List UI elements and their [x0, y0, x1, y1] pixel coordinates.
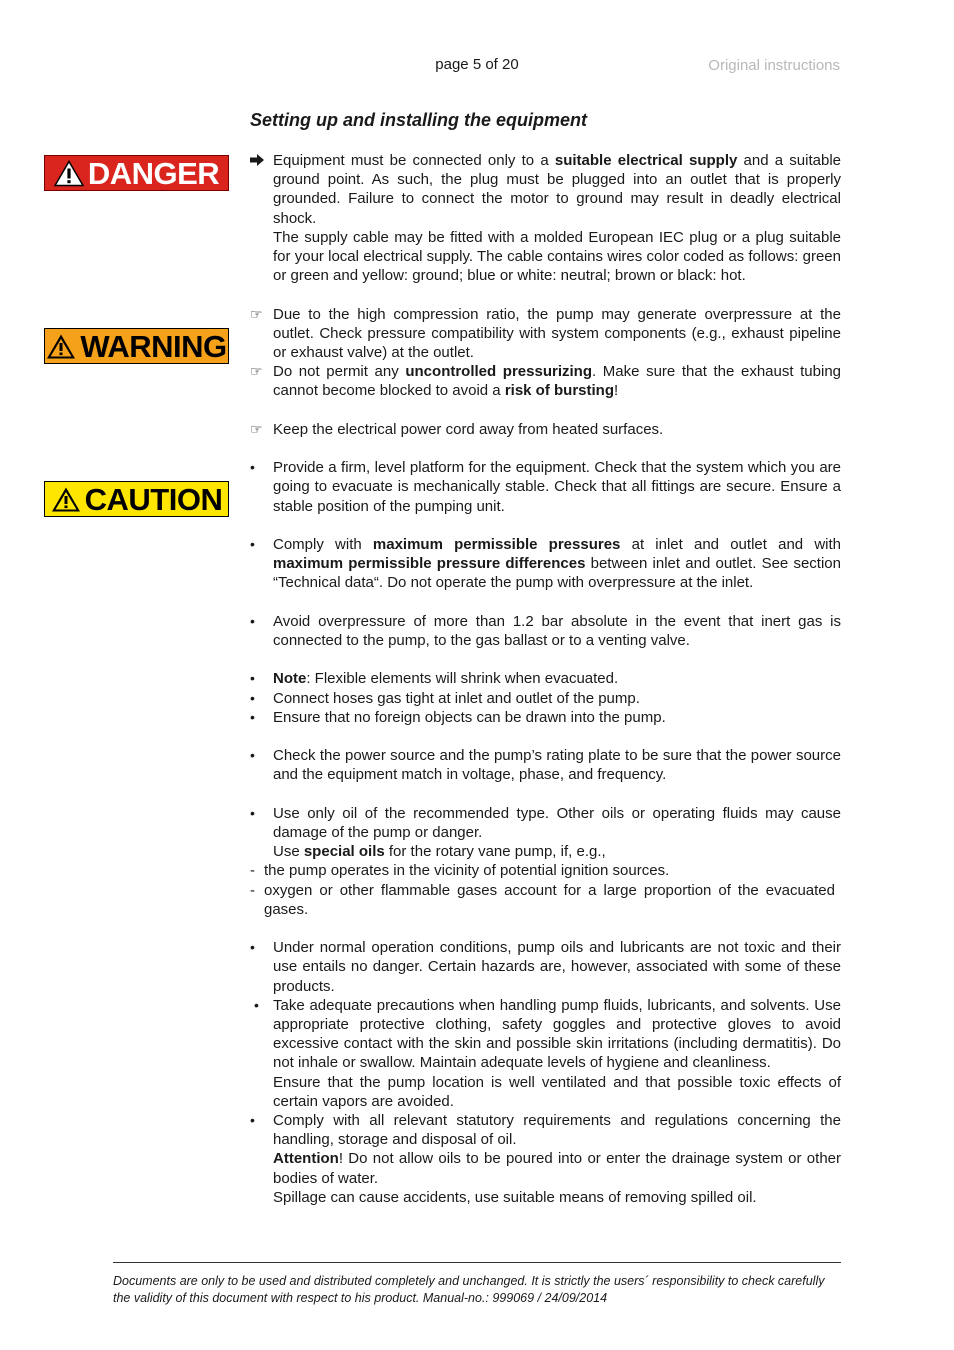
caution-item: • Check the power source and the pump’s rating plate to be sure that the power source and the equipment match in voltage, phase, and frequency. — [250, 747, 841, 784]
danger-sign — [44, 155, 229, 191]
pointing-hand-icon: ☞ — [250, 363, 263, 380]
right-arrow-icon — [250, 151, 270, 171]
bullet-icon: • — [250, 612, 255, 629]
caution-item: • Comply with maximum permissible pressures at inlet and outlet and with maximum permissible pressure differences between inlet and outlet. See section “Technical data“. Do not operate the pump with overpressure at the inlet. — [250, 536, 841, 592]
warning-item: ☞ Due to the high compression ratio, the pump may generate overpressure at the outlet. Check pressure compatibility with system components (e.g., exhaust pipeline or exhaust valve) at the outlet. — [250, 305, 841, 362]
bullet-icon: • — [250, 708, 255, 725]
danger-label: DANGER — [87, 155, 220, 191]
bullet-icon: • — [250, 939, 255, 956]
warning-label: WARNING — [80, 328, 227, 364]
caution-item: • Avoid overpressure of more than 1.2 bar absolute in the event that inert gas is connected to the pump, to the gas ballast or to a venting valve. — [250, 612, 841, 649]
caution-item: • Note: Flexible elements will shrink when evacuated. — [250, 670, 619, 688]
caution-item: • Under normal operation conditions, pump oils and lubricants are not toxic and their use entails no danger. Certain hazards are, however, associated with some of these products. — [250, 939, 841, 995]
caution-item: • Connect hoses gas tight at inlet and outlet of the pump. — [250, 689, 640, 707]
section-title: Setting up and installing the equipment — [250, 110, 587, 130]
pointing-hand-icon: ☞ — [250, 420, 263, 437]
warning-item: ☞ Keep the electrical power cord away from heated surfaces. — [250, 420, 664, 438]
dash-icon: - — [250, 862, 255, 880]
sub-item: - the pump operates in the vicinity of potential ignition sources. — [250, 862, 670, 880]
footer-disclaimer: Documents are only to be used and distributed completely and unchanged. It is strictly the users´ responsibility to check carefully the validity of this document with respect to his product. Manual-no.: 999069 / 24/09/2014 — [113, 1274, 825, 1305]
original-instructions-label: Original instructions — [708, 57, 840, 74]
caution-item: • Use only oil of the recommended type. Other oils or operating fluids may cause damage of the pump or danger. Use special oils for the rotary vane pump, if, e.g., — [250, 804, 841, 861]
bullet-icon: • — [250, 459, 255, 476]
pointing-hand-icon: ☞ — [250, 305, 263, 322]
exclamation-triangle-icon — [46, 333, 76, 360]
caution-sign — [44, 481, 229, 517]
bullet-icon: • — [250, 689, 255, 706]
page-number: page 5 of 20 — [435, 56, 519, 73]
bullet-icon: • — [250, 670, 255, 687]
caution-label: CAUTION — [84, 481, 223, 517]
caution-item: • Ensure that no foreign objects can be drawn into the pump. — [250, 708, 666, 726]
danger-paragraph-1: Equipment must be connected only to a suitable electrical supply and a suitable ground point. As such, the plug must be plugged into an outlet that is properly grounded. Failure to connect the motor to ground may result in deadly electrical shock. — [273, 152, 842, 227]
caution-item: • Comply with all relevant statutory requirements and regulations concerning the handling, storage and disposal of oil. Attention! Do not allow oils to be poured into or enter the drainage system or other bodies of water. Spillage can cause accidents, use suitable means of removing spilled oil. — [250, 1112, 841, 1206]
warning-sign — [44, 328, 229, 364]
sub-item: - oxygen or other flammable gases account for a large proportion of the evacuated gases. — [250, 881, 835, 918]
exclamation-triangle-icon — [54, 160, 84, 187]
warning-item: ☞ Do not permit any uncontrolled pressurizing. Make sure that the exhaust tubing cannot become blocked to avoid a risk of bursting! — [250, 363, 842, 400]
bullet-icon: • — [250, 536, 255, 552]
caution-item: • Take adequate precautions when handling pump fluids, lubricants, and solvents. Use appropriate protective clothing, safety goggles and protective gloves to avoid excessive contact with the skin and possible skin irritations (including dermatitis). Do not inhale or swallow. Maintain adequate levels of hygiene and cleanliness. Ensure that the pump location is well ventilated and that possible toxic effects of certain vapors are avoided. — [254, 996, 841, 1110]
caution-item: • Provide a firm, level platform for the equipment. Check that the system which you are going to evacuate is mechanically stable. Check that all fittings are secure. Ensure a stable position of the pumping unit. — [250, 459, 841, 515]
dash-icon: - — [250, 881, 255, 899]
bullet-icon: • — [250, 804, 255, 821]
bullet-icon: • — [250, 747, 255, 764]
exclamation-triangle-icon — [51, 486, 81, 513]
danger-item — [250, 151, 841, 285]
footer-divider — [113, 1262, 841, 1263]
danger-paragraph-2: The supply cable may be fitted with a molded European IEC plug or a plug suitable for your local electrical supply. The cable contains wires color coded as follows: green or green and yellow: ground; blue or white: neutral; brown or black: hot. — [273, 228, 841, 285]
bullet-icon: • — [250, 1112, 255, 1129]
instruction-list — [250, 151, 841, 1207]
bullet-icon: • — [254, 996, 259, 1013]
